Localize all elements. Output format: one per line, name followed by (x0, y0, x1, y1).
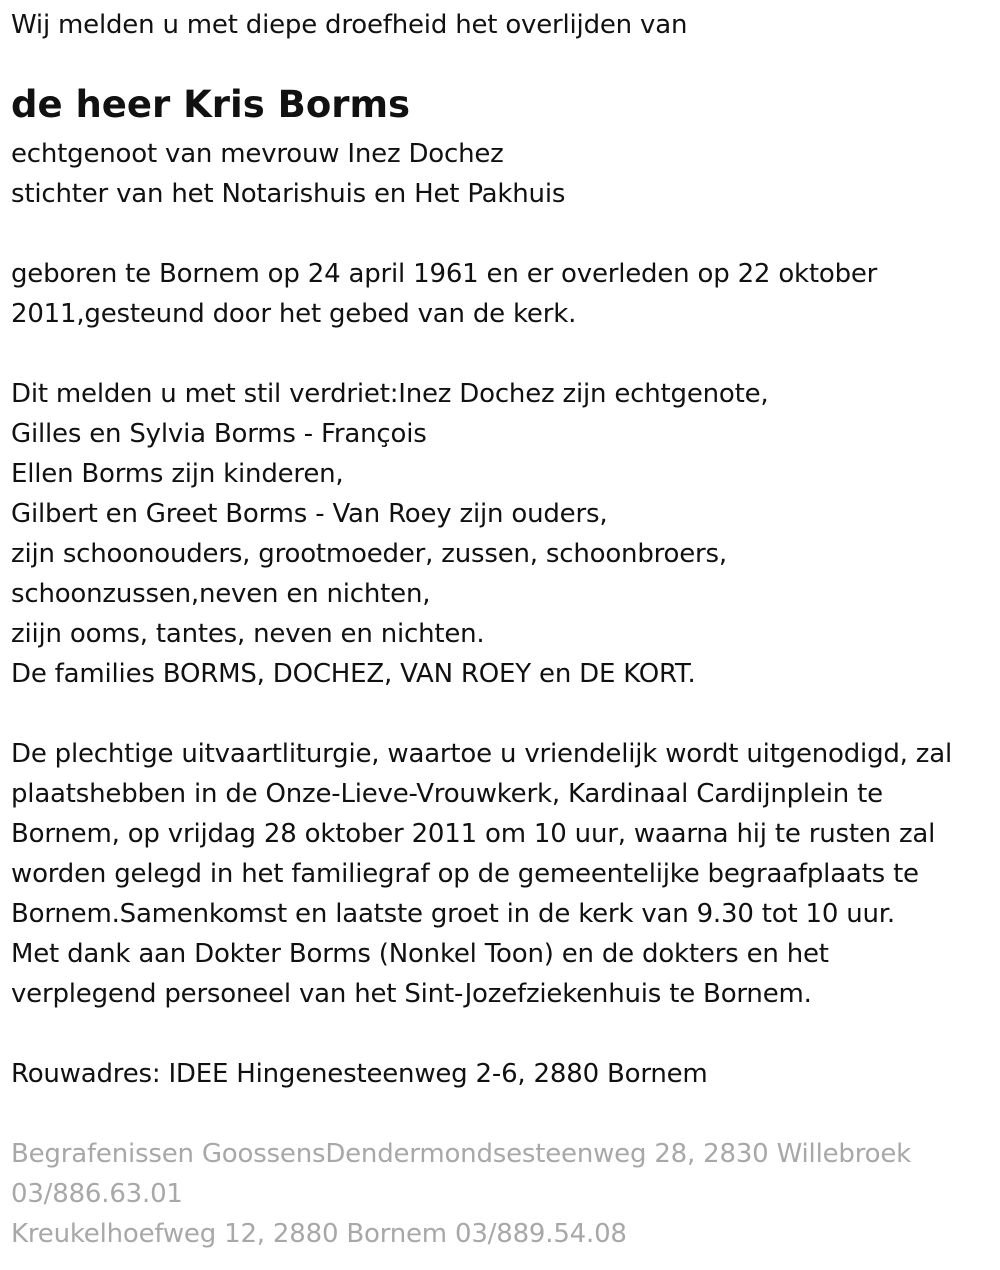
mourning-address (11, 1054, 708, 1094)
birth-paragraph (11, 254, 877, 334)
undertaker-phone: 03/886.63.01 (11, 1179, 183, 1209)
subtitle-spouse: echtgenoot van mevrouw Inez Dochez (11, 139, 504, 169)
family-line: Gilbert en Greet Borms - Van Roey zijn ouders, (11, 499, 608, 529)
birth-line: 2011,gesteund door het gebed van de kerk. (11, 299, 577, 329)
intro-text: Wij melden u met diepe droefheid het overlijden van (11, 10, 688, 40)
undertaker-info (11, 1134, 911, 1254)
subtitle-founder: stichter van het Notarishuis en Het Pakhuis (11, 179, 566, 209)
funeral-line: verplegend personeel van het Sint-Jozefziekenhuis te Bornem. (11, 979, 812, 1009)
family-line: ziijn ooms, tantes, neven en nichten. (11, 619, 485, 649)
funeral-line: worden gelegd in het familiegraf op de gemeentelijke begraafplaats te (11, 859, 919, 889)
deceased-name: de heer Kris Borms (11, 83, 411, 126)
funeral-line: plaatshebben in de Onze-Lieve-Vrouwkerk, Kardinaal Cardijnplein te (11, 779, 883, 809)
undertaker-line: Kreukelhoefweg 12, 2880 Bornem 03/889.54.08 (11, 1219, 627, 1249)
funeral-paragraph (11, 734, 952, 1014)
funeral-line: Met dank aan Dokter Borms (Nonkel Toon) en de dokters en het (11, 939, 829, 969)
family-line: schoonzussen,neven en nichten, (11, 579, 431, 609)
family-line: zijn schoonouders, grootmoeder, zussen, schoonbroers, (11, 539, 727, 569)
family-line: De families BORMS, DOCHEZ, VAN ROEY en DE KORT. (11, 659, 696, 689)
family-line: Gilles en Sylvia Borms - François (11, 419, 427, 449)
family-line: Dit melden u met stil verdriet:Inez Dochez zijn echtgenote, (11, 379, 769, 409)
birth-line: geboren te Bornem op 24 april 1961 en er overleden op 22 oktober (11, 259, 878, 289)
funeral-line: Bornem.Samenkomst en laatste groet in de kerk van 9.30 tot 10 uur. (11, 899, 895, 929)
undertaker-line: Begrafenissen GoossensDendermondsesteenweg 28, 2830 Willebroek (11, 1139, 911, 1169)
family-paragraph (11, 374, 768, 694)
funeral-line: De plechtige uitvaartliturgie, waartoe u vriendelijk wordt uitgenodigd, zal (11, 739, 953, 769)
family-line: Ellen Borms zijn kinderen, (11, 459, 344, 489)
address-line: Rouwadres: IDEE Hingenesteenweg 2-6, 2880 Bornem (11, 1059, 708, 1089)
funeral-line: Bornem, op vrijdag 28 oktober 2011 om 10 uur, waarna hij te rusten zal (11, 819, 936, 849)
